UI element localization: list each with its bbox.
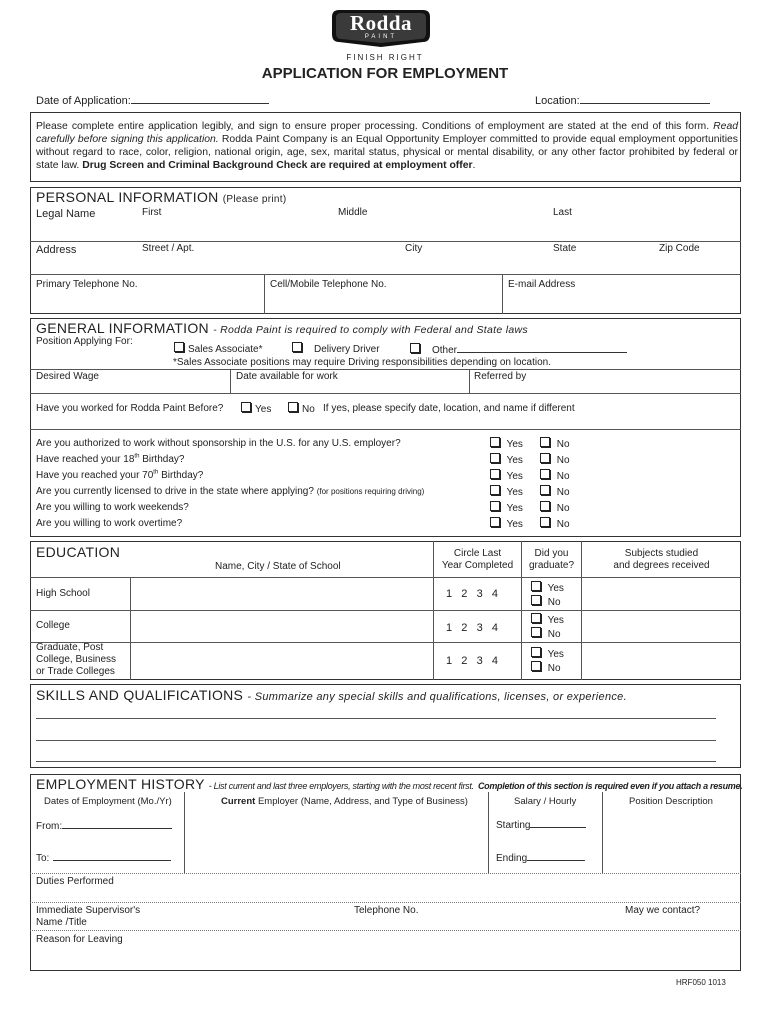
from-field[interactable]: From: <box>36 818 172 832</box>
graduate-options <box>531 647 564 675</box>
no-option[interactable]: No <box>540 485 570 498</box>
checkbox[interactable] <box>540 485 550 495</box>
question-row <box>36 438 736 449</box>
desired-wage-label: Desired Wage <box>36 371 99 382</box>
duties-label: Duties Performed <box>36 876 114 887</box>
col-salary: Salary / Hourly <box>514 796 577 807</box>
personal-info-section <box>30 187 741 314</box>
checkbox[interactable] <box>490 453 500 463</box>
years-completed[interactable]: 1 2 3 4 <box>446 588 498 600</box>
yes-option[interactable]: Yes <box>490 485 523 498</box>
question-text: Are you currently licensed to drive in the state where applying? (for positions requiring driving) <box>36 486 425 498</box>
divider <box>30 577 741 578</box>
divider <box>30 393 741 394</box>
to-field[interactable]: To: <box>36 850 171 864</box>
graduate-options <box>531 613 564 641</box>
street-label: Street / Apt. <box>142 243 195 254</box>
question-text: Have reached your 18th Birthday? <box>36 454 185 466</box>
city-label: City <box>405 243 423 254</box>
checkbox[interactable] <box>288 402 298 412</box>
yes-option[interactable]: Yes <box>490 437 523 450</box>
option-sales-associate[interactable]: Sales Associate* <box>174 342 263 355</box>
divider <box>30 241 741 242</box>
form-title: APPLICATION FOR EMPLOYMENT <box>261 65 509 82</box>
yes-option[interactable]: Yes <box>531 613 564 627</box>
checkbox[interactable] <box>490 469 500 479</box>
checkbox[interactable] <box>531 581 541 591</box>
education-row-college: College <box>36 620 70 631</box>
telephone-label: Telephone No. <box>354 905 419 916</box>
divider <box>30 610 741 611</box>
yes-option[interactable]: Yes <box>531 647 564 661</box>
no-option[interactable]: No <box>531 627 564 641</box>
divider <box>30 369 741 370</box>
email-label: E-mail Address <box>508 279 576 290</box>
worked-before-no[interactable]: No <box>288 402 315 415</box>
years-completed[interactable]: 1 2 3 4 <box>446 622 498 634</box>
checkbox[interactable] <box>531 595 541 605</box>
middle-label: Middle <box>338 207 368 218</box>
date-available-label: Date available for work <box>236 371 338 382</box>
divider <box>184 792 185 873</box>
no-option[interactable]: No <box>531 661 564 675</box>
referred-by-label: Referred by <box>474 371 527 382</box>
divider <box>502 274 503 314</box>
checkbox[interactable] <box>531 627 541 637</box>
divider <box>30 642 741 643</box>
intro-text: Please complete entire application legibly, and sign to ensure proper processing. Conditions of employment are stated at the end of this form. Read carefully before signing this application. Rodda Paint Company is an Equal Opportunity Employer committed to provide equal employment opportunities without regard to race, color, religion, national origin, age, sex, marital status, physical or mental disability, or any other factor prohibited by federal or state law. Drug Screen and Criminal Background Check are required at employment offer. <box>36 121 738 171</box>
skills-line[interactable] <box>36 740 716 741</box>
employment-heading: EMPLOYMENT HISTORY - List current and last three employers, starting with the most recent first. Completion of this section is required even if you attach a resume. <box>36 776 743 792</box>
checkbox[interactable] <box>292 342 302 352</box>
other-field[interactable] <box>457 342 627 353</box>
yes-option[interactable]: Yes <box>490 469 523 482</box>
divider <box>30 930 741 931</box>
if-yes-note: If yes, please specify date, location, and name if different <box>323 403 575 414</box>
sales-note: *Sales Associate positions may require Driving responsibilities depending on location. <box>173 357 551 368</box>
checkbox[interactable] <box>490 437 500 447</box>
form-code: HRF050 1013 <box>676 978 726 987</box>
no-option[interactable]: No <box>540 517 570 530</box>
option-other[interactable]: Other <box>410 342 627 356</box>
checkbox[interactable] <box>490 501 500 511</box>
col-current-employer: Current Employer (Name, Address, and Type of Business) <box>221 796 468 807</box>
question-text: Are you willing to work weekends? <box>36 502 189 514</box>
first-label: First <box>142 207 162 218</box>
divider <box>230 369 231 393</box>
checkbox[interactable] <box>540 437 550 447</box>
location-label: Location: <box>535 95 580 107</box>
date-field[interactable] <box>131 93 269 104</box>
years-completed[interactable]: 1 2 3 4 <box>446 655 498 667</box>
zip-label: Zip Code <box>659 243 700 254</box>
address-label: Address <box>36 244 77 256</box>
checkbox[interactable] <box>540 501 550 511</box>
location-field[interactable] <box>580 93 710 104</box>
question-row <box>36 518 736 529</box>
question-text: Have you reached your 70th Birthday? <box>36 470 204 482</box>
divider <box>602 792 603 873</box>
no-option[interactable]: No <box>540 469 570 482</box>
worked-before-yes[interactable]: Yes <box>241 402 271 415</box>
divider <box>30 274 741 275</box>
question-row <box>36 486 736 497</box>
option-delivery-driver[interactable]: Delivery Driver <box>292 342 380 355</box>
may-we-contact-label: May we contact? <box>625 905 701 916</box>
question-text: Are you willing to work overtime? <box>36 518 183 530</box>
checkbox[interactable] <box>540 453 550 463</box>
checkbox[interactable] <box>490 485 500 495</box>
checkbox[interactable] <box>490 517 500 527</box>
skills-line[interactable] <box>36 761 716 762</box>
logo-brand: Rodda <box>349 11 413 35</box>
col-dates: Dates of Employment (Mo./Yr) <box>44 796 172 807</box>
checkbox[interactable] <box>241 402 251 412</box>
checkbox[interactable] <box>531 613 541 623</box>
checkbox[interactable] <box>410 343 420 353</box>
checkbox[interactable] <box>531 661 541 671</box>
graduate-options <box>531 581 564 609</box>
yes-option[interactable]: Yes <box>490 453 523 466</box>
question-text: Are you authorized to work without sponsorship in the U.S. for any U.S. employer? <box>36 438 401 450</box>
starting-field[interactable]: Starting <box>496 817 586 831</box>
education-heading: EDUCATION <box>36 544 121 560</box>
divider <box>30 429 741 430</box>
state-label: State <box>553 243 577 254</box>
logo-tagline: FINISH RIGHT <box>346 53 424 62</box>
no-option[interactable]: No <box>540 501 570 514</box>
personal-heading: PERSONAL INFORMATION (Please print) <box>36 189 287 205</box>
skills-heading: SKILLS AND QUALIFICATIONS - Summarize any special skills and qualifications, licenses, or experience. <box>36 687 627 703</box>
checkbox[interactable] <box>540 469 550 479</box>
divider <box>469 369 470 393</box>
divider <box>130 577 131 680</box>
divider <box>30 873 741 874</box>
divider <box>264 274 265 314</box>
checkbox[interactable] <box>174 342 184 352</box>
position-label: Position Applying For: <box>36 336 133 347</box>
general-heading: GENERAL INFORMATION - Rodda Paint is required to comply with Federal and State laws <box>36 320 528 336</box>
last-label: Last <box>553 207 572 218</box>
yes-option[interactable]: Yes <box>490 517 523 530</box>
checkbox[interactable] <box>540 517 550 527</box>
divider <box>488 792 489 873</box>
col-position: Position Description <box>629 796 713 807</box>
date-of-application <box>36 93 269 107</box>
no-option[interactable]: No <box>540 437 570 450</box>
reason-label: Reason for Leaving <box>36 934 123 945</box>
col-graduate: Did you graduate? <box>528 548 575 571</box>
logo-sub: PAINT <box>364 34 398 40</box>
supervisor-label: Immediate Supervisor's Name /Title <box>36 905 141 928</box>
question-row <box>36 454 736 465</box>
cell-phone-label: Cell/Mobile Telephone No. <box>270 279 387 290</box>
divider <box>30 902 741 903</box>
education-row-graduate: Graduate, Post College, Business or Trade Colleges <box>36 642 117 677</box>
date-label: Date of Application: <box>36 95 131 107</box>
legal-name-label: Legal Name <box>36 208 96 220</box>
col-subjects: Subjects studied and degrees received <box>613 548 710 571</box>
location <box>535 93 710 107</box>
yes-option[interactable]: Yes <box>490 501 523 514</box>
col-school-name: Name, City / State of School <box>215 561 341 572</box>
company-logo <box>331 8 431 48</box>
question-row <box>36 470 736 481</box>
no-option[interactable]: No <box>531 595 564 609</box>
worked-before-label: Have you worked for Rodda Paint Before? <box>36 403 224 414</box>
primary-phone-label: Primary Telephone No. <box>36 279 138 290</box>
yes-option[interactable]: Yes <box>531 581 564 595</box>
col-circle-year: Circle Last Year Completed <box>441 548 514 571</box>
checkbox[interactable] <box>531 647 541 657</box>
ending-field[interactable]: Ending <box>496 850 585 864</box>
no-option[interactable]: No <box>540 453 570 466</box>
question-row <box>36 502 736 513</box>
education-row-highschool: High School <box>36 588 90 599</box>
skills-line[interactable] <box>36 718 716 719</box>
